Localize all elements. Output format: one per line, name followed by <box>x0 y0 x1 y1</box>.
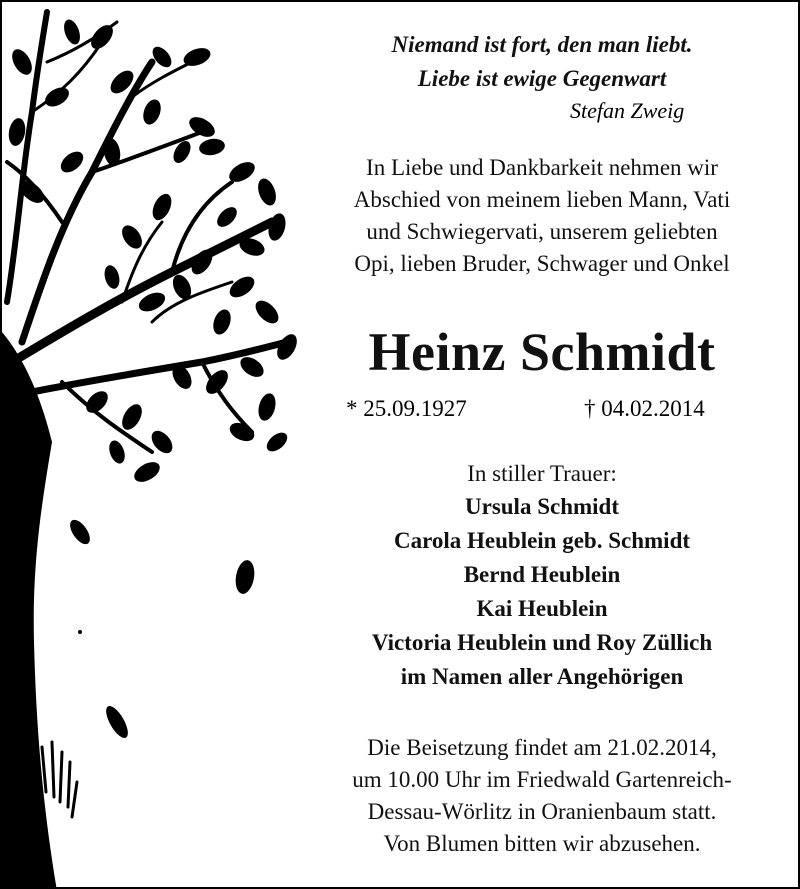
intro-line: Opi, lieben Bruder, Schwager und Onkel <box>354 251 730 276</box>
funeral-info <box>302 732 782 860</box>
mourner-name: im Namen aller Angehörigen <box>400 664 684 689</box>
intro-text <box>302 152 782 280</box>
death-date: † 04.02.2014 <box>584 396 705 421</box>
quote-line: Liebe ist ewige Gegenwart <box>417 66 667 91</box>
intro-line: und Schwiegervati, unserem geliebten <box>366 219 718 244</box>
mourning-title: In stiller Trauer: <box>467 461 617 486</box>
mourner-name: Ursula Schmidt <box>465 494 619 519</box>
intro-line: In Liebe und Dankbarkeit nehmen wir <box>366 155 718 180</box>
quote <box>302 28 782 96</box>
tree-silhouette-image <box>2 2 302 889</box>
deceased-name: Heinz Schmidt <box>368 322 716 382</box>
mourner-name: Kai Heublein <box>476 596 608 621</box>
funeral-line: Von Blumen bitten wir abzusehen. <box>383 831 701 856</box>
funeral-line: Die Beisetzung findet am 21.02.2014, <box>367 735 717 760</box>
mourners-list <box>302 490 782 694</box>
funeral-line: um 10.00 Uhr im Friedwald Gartenreich- <box>352 767 732 792</box>
funeral-line: Dessau-Wörlitz in Oranienbaum statt. <box>367 799 717 824</box>
quote-author: Stefan Zweig <box>570 98 685 123</box>
quote-line: Niemand ist fort, den man liebt. <box>391 32 693 57</box>
birth-date: * 25.09.1927 <box>346 396 467 421</box>
intro-line: Abschied von meinem lieben Mann, Vati <box>353 187 731 212</box>
mourner-name: Victoria Heublein und Roy Züllich <box>371 630 713 655</box>
mourner-name: Carola Heublein geb. Schmidt <box>393 528 691 553</box>
mourner-name: Bernd Heublein <box>463 562 621 587</box>
